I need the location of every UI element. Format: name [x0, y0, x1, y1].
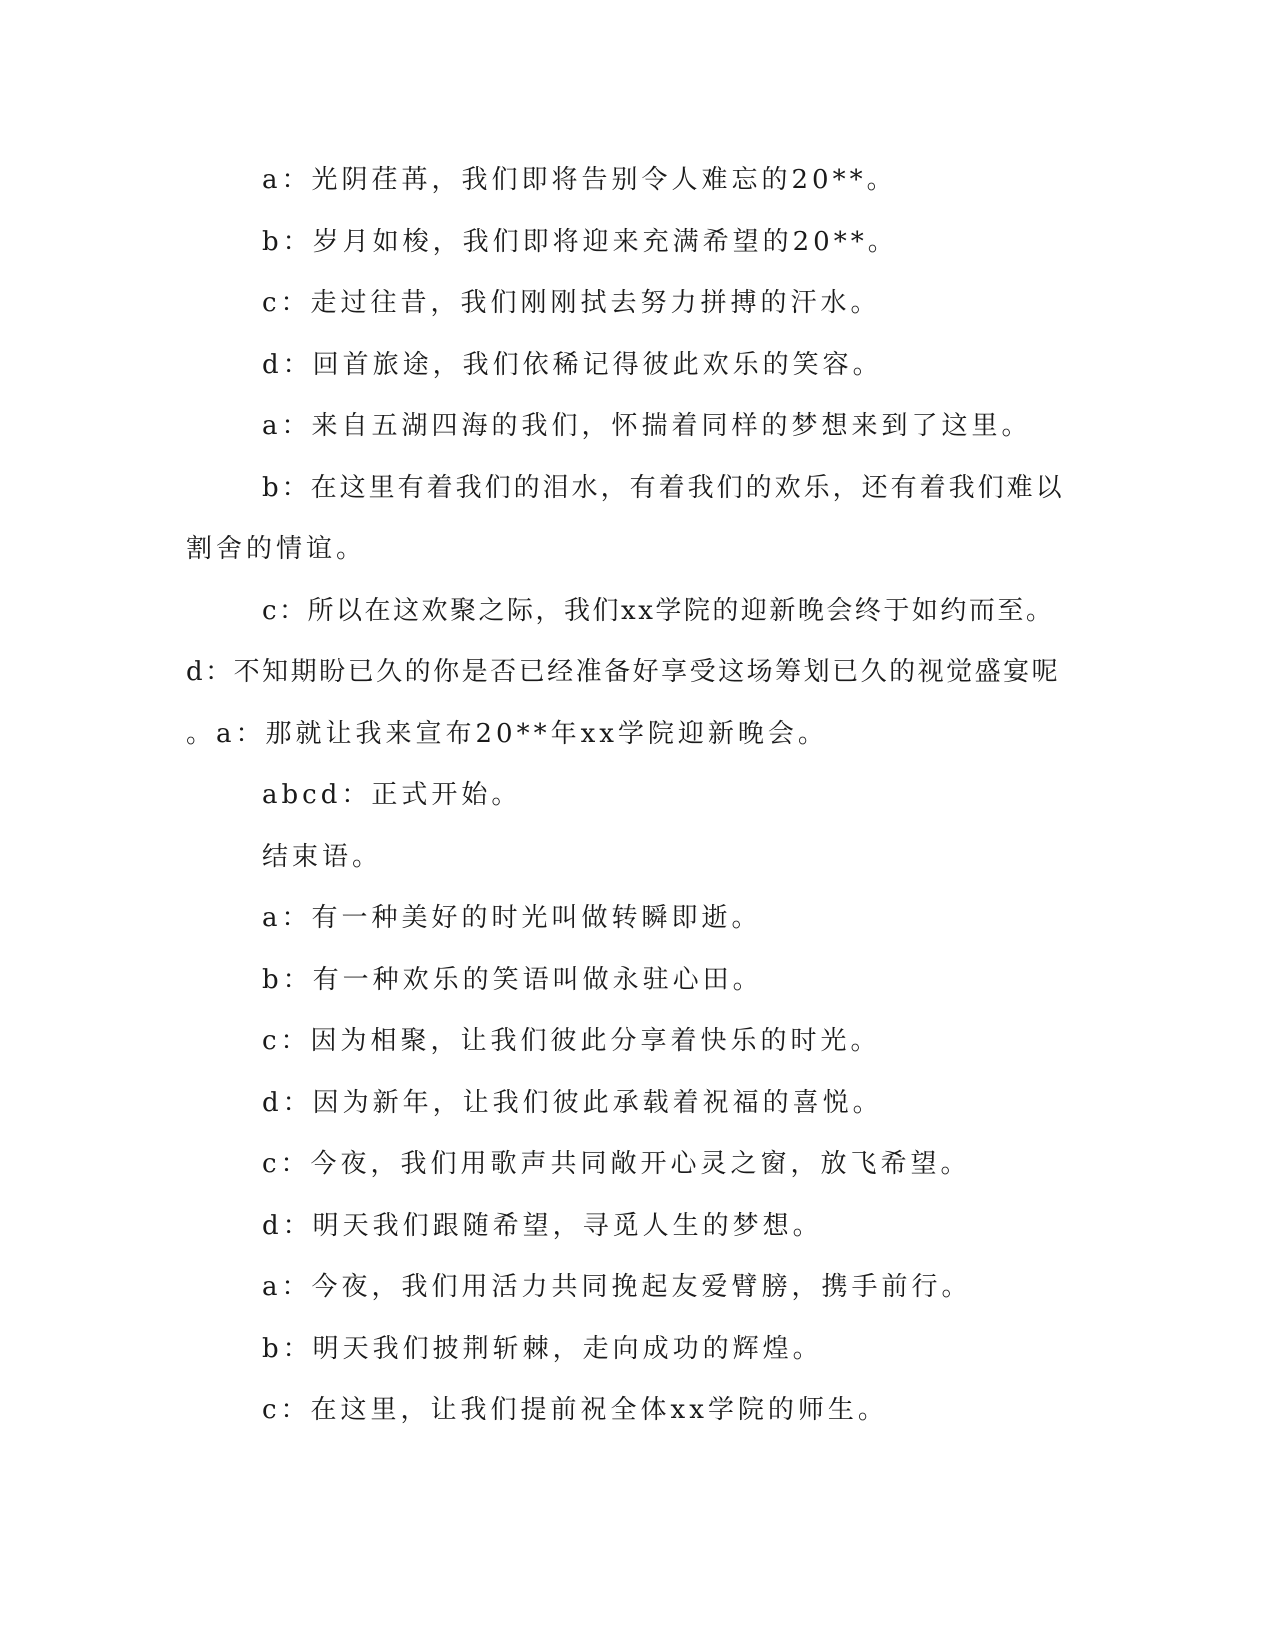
section-heading: 结束语。 — [262, 841, 383, 872]
paragraph-line: a：今夜，我们用活力共同挽起友爱臂膀，携手前行。 — [262, 1272, 972, 1302]
paragraph-line: a：来自五湖四海的我们，怀揣着同样的梦想来到了这里。 — [262, 411, 1032, 441]
paragraph-line: 。a：那就让我来宣布20**年xx学院迎新晚会。 — [186, 718, 828, 749]
paragraph-line: c：所以在这欢聚之际，我们xx学院的迎新晚会终于如约而至。 — [262, 595, 1055, 626]
paragraph-line: b：明天我们披荆斩棘，走向成功的辉煌。 — [262, 1333, 823, 1364]
paragraph-line: a：光阴荏苒，我们即将告别令人难忘的20**。 — [262, 165, 897, 195]
paragraph-line: 割舍的情谊。 — [186, 534, 367, 564]
paragraph-line: b：岁月如梭，我们即将迎来充满希望的20**。 — [262, 226, 898, 257]
paragraph-line: abcd：正式开始。 — [262, 780, 522, 810]
paragraph-line: d：明天我们跟随希望，寻觅人生的梦想。 — [262, 1210, 823, 1241]
paragraph-line: b：有一种欢乐的笑语叫做永驻心田。 — [262, 964, 763, 995]
paragraph-line: d：不知期盼已久的你是否已经准备好享受这场筹划已久的视觉盛宴呢 — [186, 657, 1061, 687]
paragraph-line: c：今夜，我们用歌声共同敞开心灵之窗，放飞希望。 — [262, 1149, 971, 1179]
paragraph-line: c：在这里，让我们提前祝全体xx学院的师生。 — [262, 1395, 888, 1425]
document-body — [186, 160, 1066, 1452]
paragraph-line: d：因为新年，让我们彼此承载着祝福的喜悦。 — [262, 1087, 883, 1118]
paragraph-line: a：有一种美好的时光叫做转瞬即逝。 — [262, 903, 762, 933]
paragraph-line: d：回首旅途，我们依稀记得彼此欢乐的笑容。 — [262, 349, 883, 380]
paragraph-line: c：因为相聚，让我们彼此分享着快乐的时光。 — [262, 1026, 881, 1056]
paragraph-line: c：走过往昔，我们刚刚拭去努力拼搏的汗水。 — [262, 288, 881, 318]
paragraph-line: b：在这里有着我们的泪水，有着我们的欢乐，还有着我们难以 — [262, 472, 1065, 503]
